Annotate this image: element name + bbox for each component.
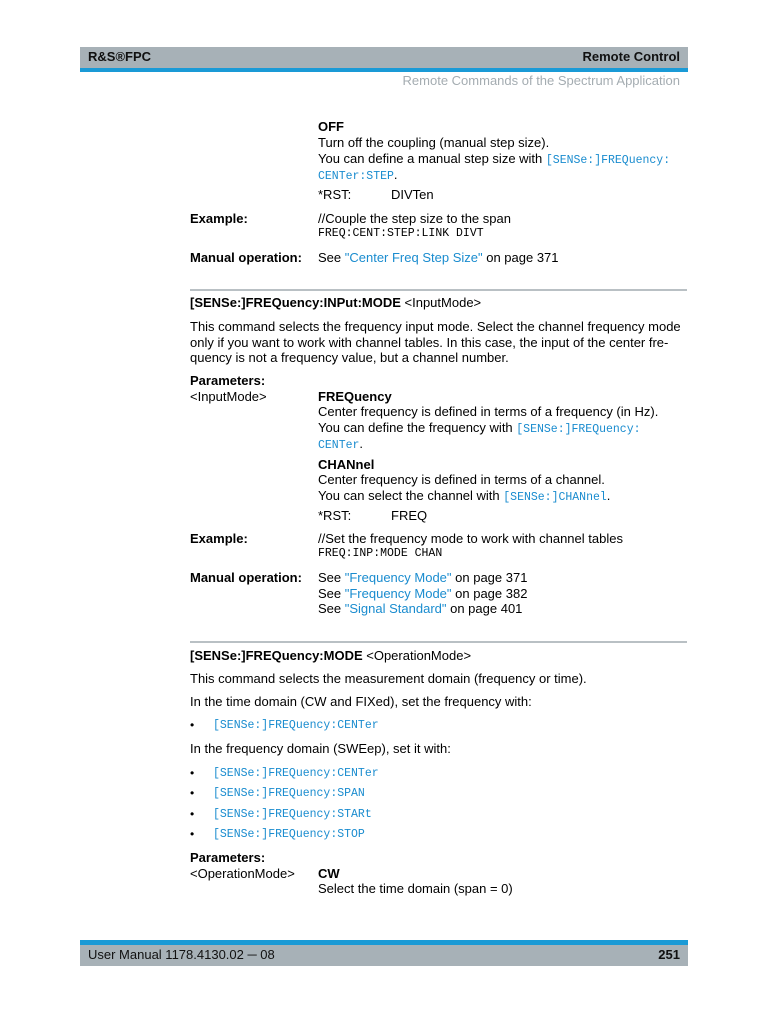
page-ref: on page 382 [451,586,528,601]
param-value-cw: CW [318,866,340,881]
param-value-off: OFF [318,119,344,134]
param-off-define-line-2 [318,167,398,185]
select-text: You can select the channel with [318,488,504,503]
frequency-domain-text: In the frequency domain (SWEep), set it with: [190,741,451,756]
page-ref: on page 401 [446,601,523,616]
define-text: You can define the frequency with [318,420,517,435]
command-name: [SENSe:]FREQuency:MODE [190,648,363,663]
link-signal-standard[interactable]: "Signal Standard" [344,601,447,616]
link-frequency-center[interactable]: [SENSe:]FREQuency:CENTer [213,719,379,732]
description-line: This command selects the frequency input mode. Select the channel frequency mode [190,319,681,334]
page-number: 251 [658,947,680,962]
manual-operation-ref [318,601,522,617]
manual-operation-label: Manual operation: [190,570,302,585]
description-line: This command selects the measurement domain (frequency or time). [190,671,587,686]
param-off-description: Turn off the coupling (manual step size). [318,135,550,150]
example-comment: //Set the frequency mode to work with channel tables [318,531,623,546]
bullet-icon: • [190,766,195,780]
command-param: <OperationMode> [362,648,472,663]
param-frequency-define-line-2 [318,436,363,454]
param-value-frequency: FREQuency [318,389,392,404]
bullet-icon: • [190,786,195,800]
link-frequency-stop[interactable]: [SENSe:]FREQuency:STOP [213,828,365,841]
link-sense-channel[interactable]: [SENSe:]CHANnel [503,491,607,504]
rst-label: *RST: [318,508,352,523]
param-name: <InputMode> [190,389,267,404]
bullet-icon: • [190,718,195,732]
description-line: only if you want to work with channel tables. In this case, the input of the center fre- [190,335,669,350]
example-label: Example: [190,211,248,226]
manual-operation-label: Manual operation: [190,250,302,265]
header-subsection: Remote Commands of the Spectrum Application [402,73,680,88]
page-ref: on page 371 [482,250,559,265]
param-cw-description: Select the time domain (span = 0) [318,881,513,896]
define-text: You can define a manual step size with [318,151,546,166]
period: . [359,436,364,451]
link-center-freq-step-size[interactable]: "Center Freq Step Size" [344,250,483,265]
time-domain-text: In the time domain (CW and FIXed), set the frequency with: [190,694,532,709]
bullet-icon: • [190,827,195,841]
command-param: <InputMode> [400,295,482,310]
command-title-mode [190,648,471,664]
see-text: See [318,570,345,585]
page-ref: on page 371 [451,570,528,585]
rst-value: FREQ [391,508,428,523]
command-title-input-mode [190,295,481,311]
param-channel-description: Center frequency is defined in terms of a channel. [318,472,605,487]
example-code: FREQ:INP:MODE CHAN [318,547,443,560]
manual-operation-ref [318,250,559,266]
param-name: <OperationMode> [190,866,295,881]
param-frequency-define-line [318,420,641,438]
footer-manual-id: User Manual 1178.4130.02 ─ 08 [88,947,275,962]
param-frequency-description: Center frequency is defined in terms of a frequency (in Hz). [318,404,659,419]
link-center[interactable]: CENTer [318,439,360,452]
link-frequency-mode[interactable]: "Frequency Mode" [344,586,452,601]
command-name: [SENSe:]FREQuency:INPut:MODE [190,295,401,310]
link-frequency-center[interactable]: [SENSe:]FREQuency:CENTer [213,767,379,780]
manual-operation-ref [318,570,527,586]
link-frequency-mode[interactable]: "Frequency Mode" [344,570,452,585]
parameters-label: Parameters: [190,850,266,865]
example-comment: //Couple the step size to the span [318,211,511,226]
manual-operation-ref [318,586,527,602]
link-sense-frequency[interactable]: [SENSe:]FREQuency: [545,154,671,167]
example-code: FREQ:CENT:STEP:LINK DIVT [318,227,484,240]
bullet-icon: • [190,807,195,821]
see-text: See [318,250,345,265]
rst-value: DIVTen [391,187,434,202]
header-section: Remote Control [582,49,680,64]
period: . [606,488,611,503]
rst-label: *RST: [318,187,352,202]
example-label: Example: [190,531,248,546]
param-value-channel: CHANnel [318,457,375,472]
header-accent-line [80,68,688,72]
section-divider [190,289,687,291]
period: . [393,167,398,182]
link-frequency-start[interactable]: [SENSe:]FREQuency:STARt [213,808,372,821]
see-text: See [318,601,345,616]
see-text: See [318,586,345,601]
link-sense-frequency[interactable]: [SENSe:]FREQuency: [516,423,641,436]
link-center-step[interactable]: CENTer:STEP [318,170,394,183]
parameters-label: Parameters: [190,373,266,388]
link-frequency-span[interactable]: [SENSe:]FREQuency:SPAN [213,787,365,800]
header-product: R&S®FPC [88,49,152,64]
section-divider [190,641,687,643]
param-channel-select-line [318,488,610,506]
description-line: quency is not a frequency value, but a channel number. [190,350,509,365]
